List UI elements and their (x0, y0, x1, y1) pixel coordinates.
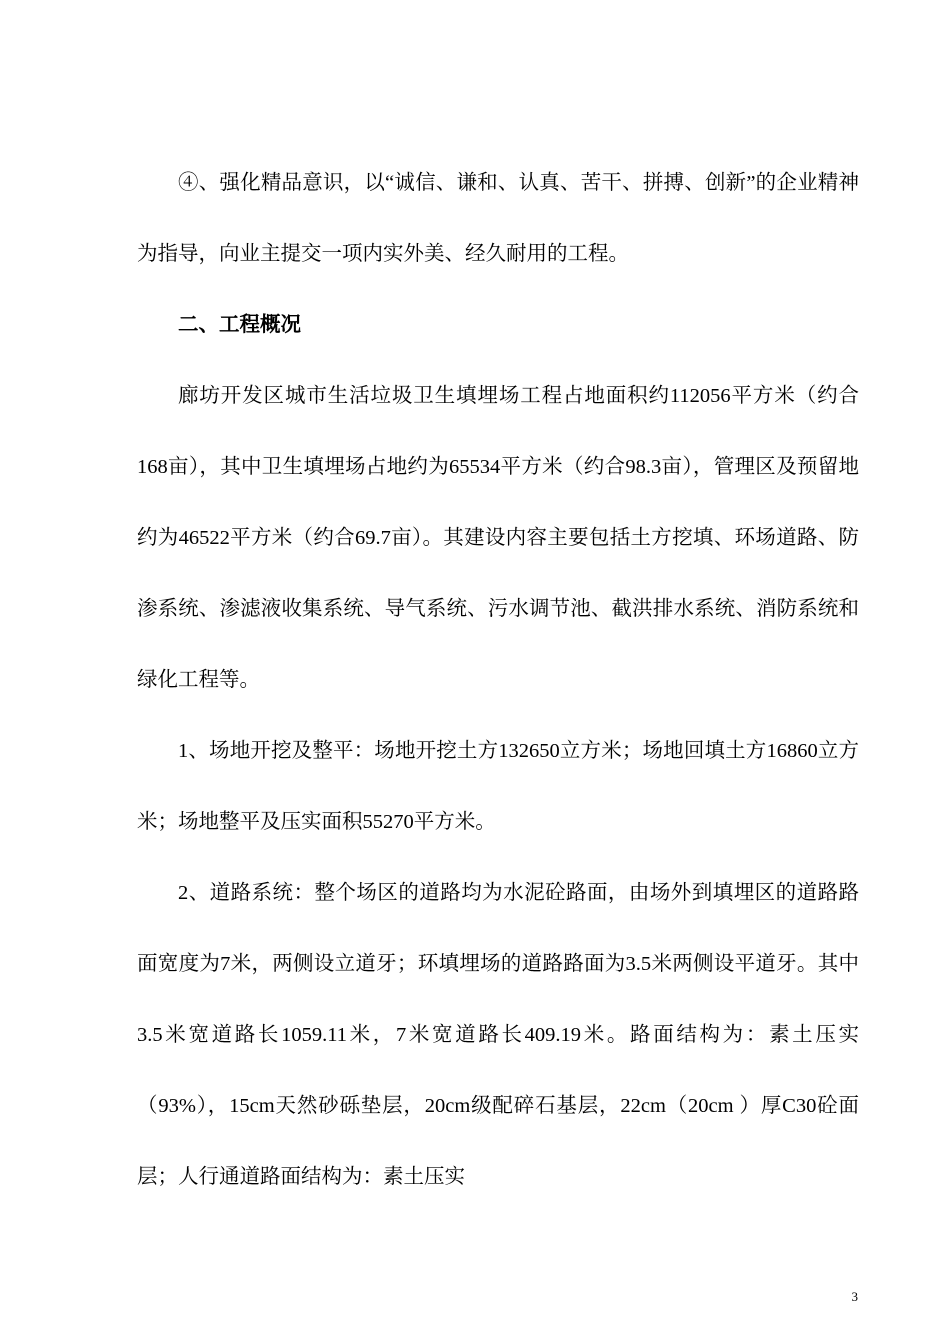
paragraph-road-system: 2、道路系统：整个场区的道路均为水泥砼路面，由场外到填埋区的道路路面宽度为7米，两侧设立道牙；环填埋场的道路路面为3.5米两侧设平道牙。其中3.5米宽道路长1059.11米，7米宽道路长409.19米。路面结构为：素土压实（93%），15cm天然砂砾垫层，20cm级配碎石基层，22cm（20cm ）厚C30砼面层；人行通道路面结构为：素土压实 (137, 882, 859, 1188)
page-number: 3 (851, 1289, 858, 1304)
paragraph-project-area: 廊坊开发区城市生活垃圾卫生填埋场工程占地面积约112056平方米（约合168亩），其中卫生填埋场占地约为65534平方米（约合98.3亩），管理区及预留地约为46522平方米（约合69.7亩）。其建设内容主要包括土方挖填、环场道路、防渗系统、渗滤液收集系统、导气系统、污水调节池、截洪排水系统、消防系统和绿化工程等。 (137, 385, 859, 691)
document-body (137, 148, 859, 1213)
section-heading-project-overview: 二、工程概况 (178, 314, 301, 336)
paragraph-site-excavation: 1、场地开挖及整平：场地开挖土方132650立方米；场地回填土方16860立方米；场地整平及压实面积55270平方米。 (137, 740, 859, 833)
paragraph-quality-awareness: ④、强化精品意识，以“诚信、谦和、认真、苦干、拼搏、创新”的企业精神为指导，向业主提交一项内实外美、经久耐用的工程。 (137, 172, 859, 265)
